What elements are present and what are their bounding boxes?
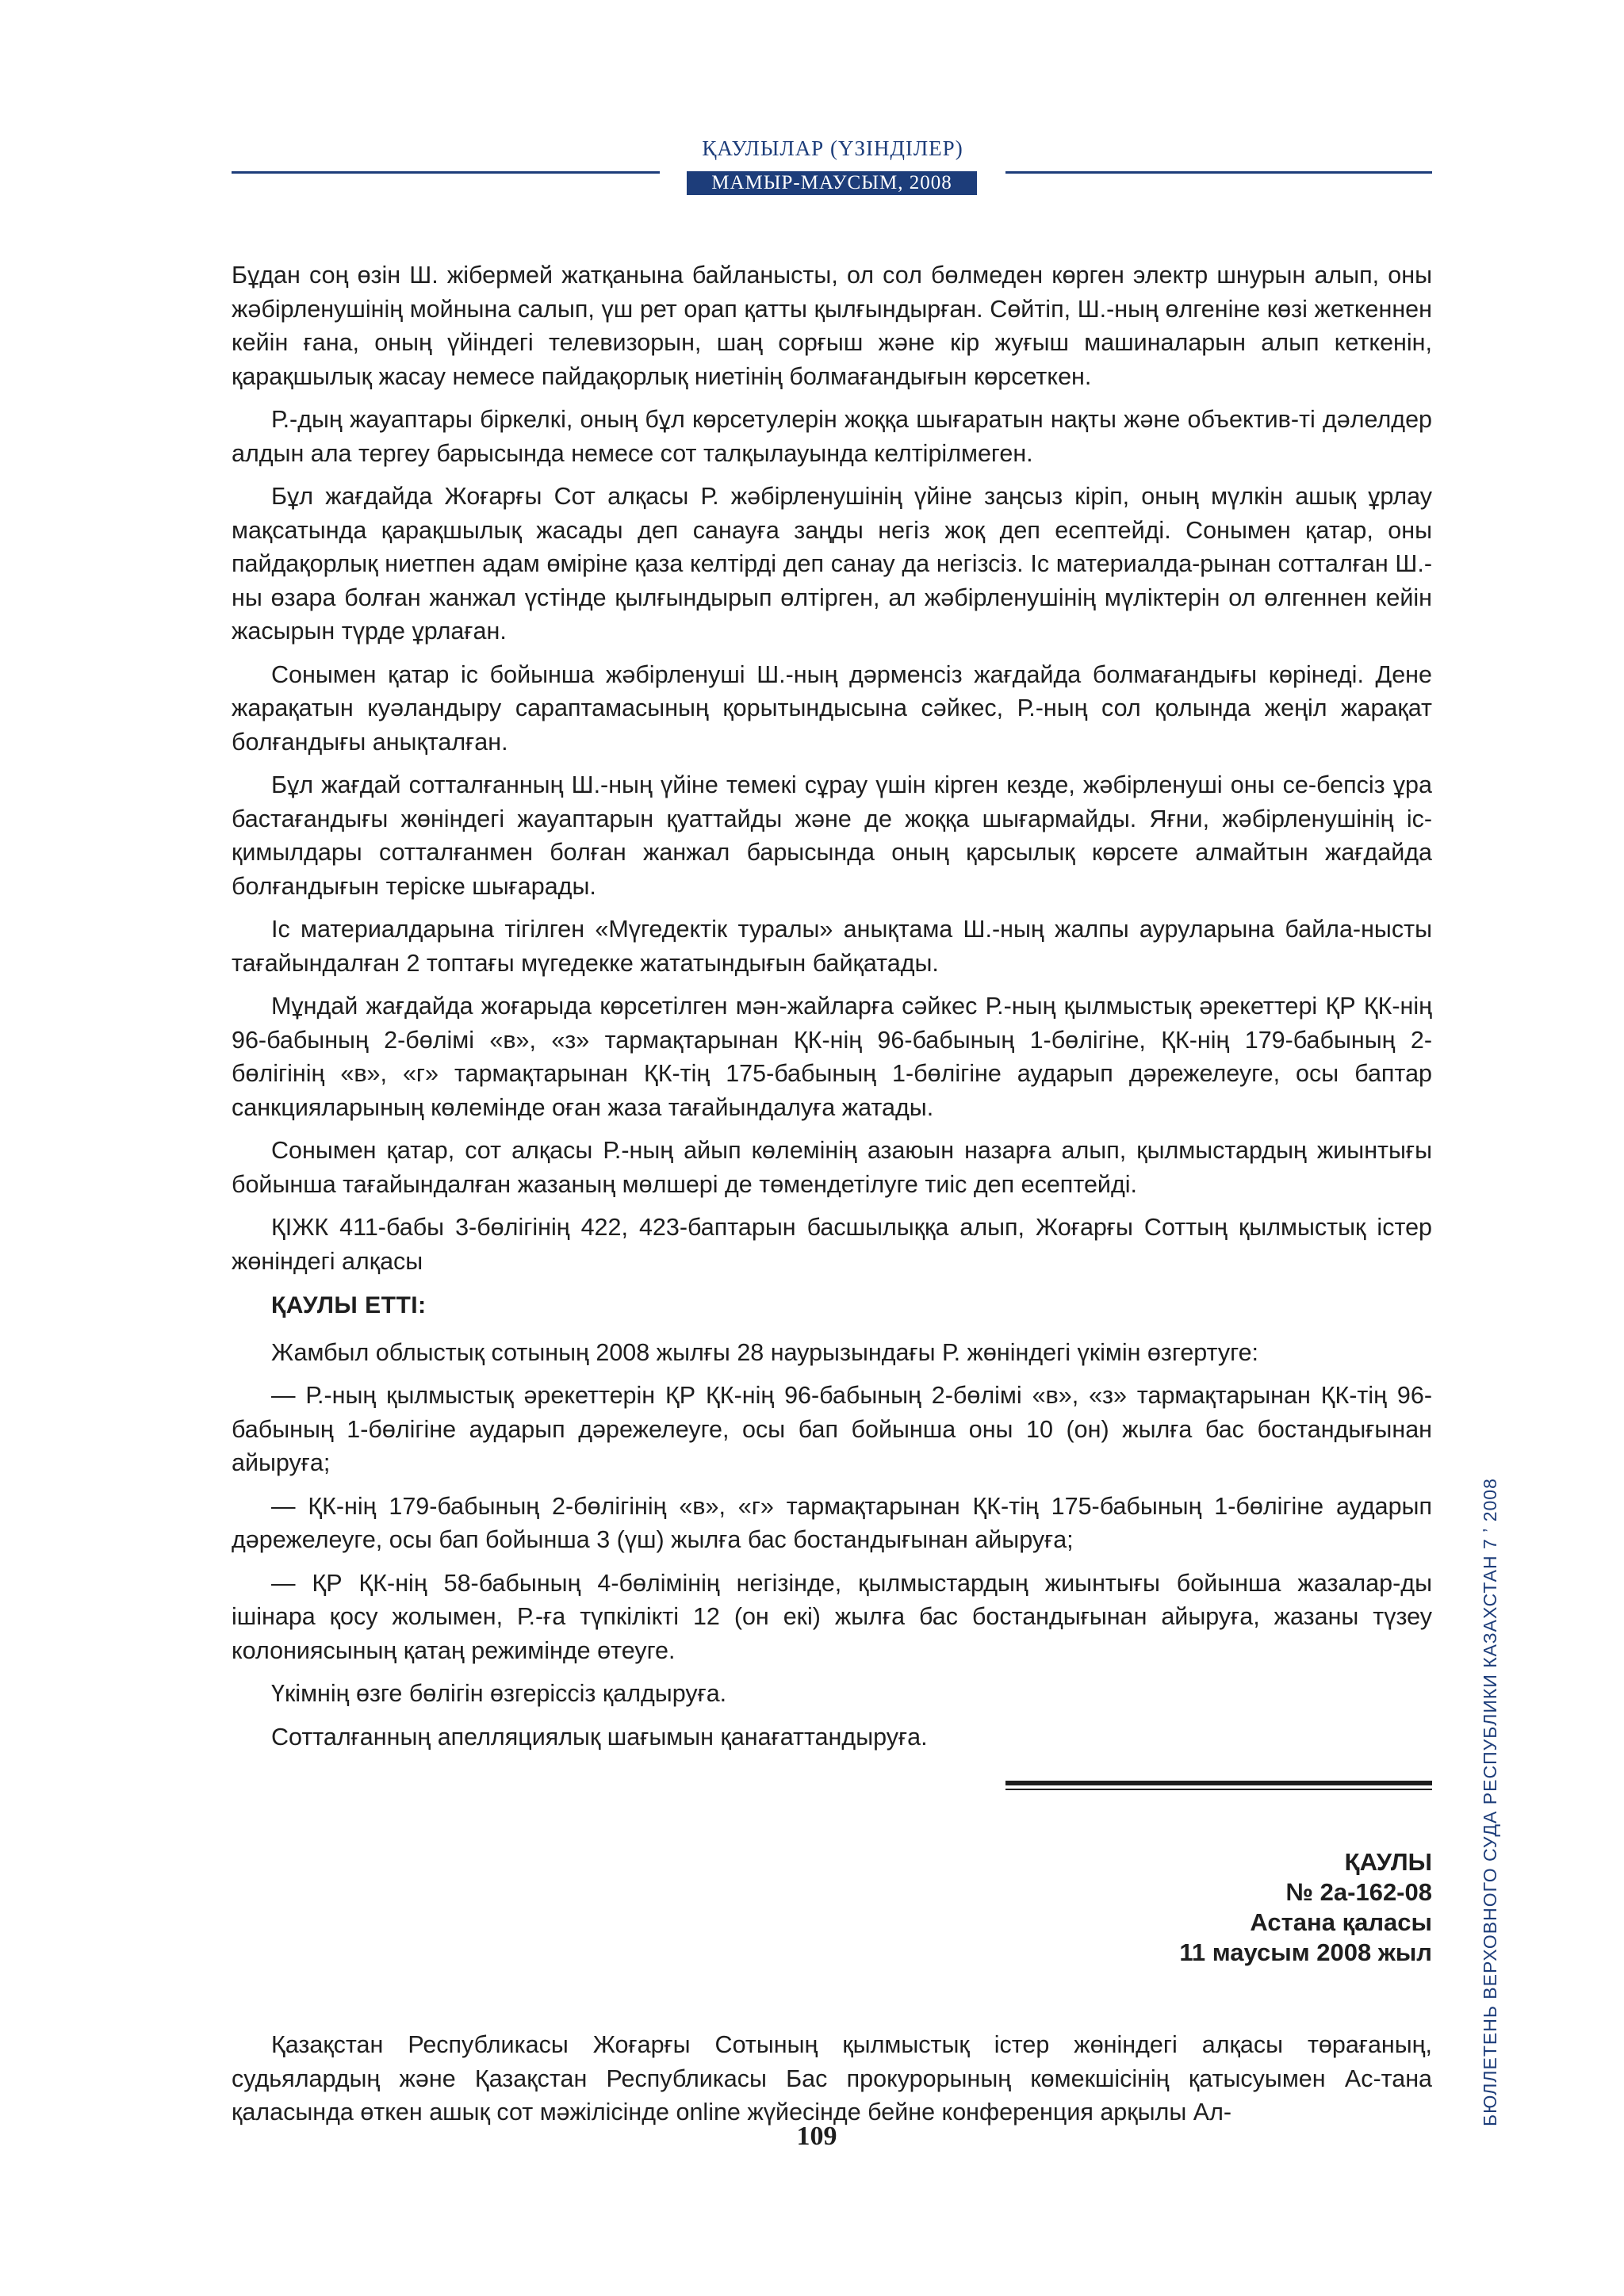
issue-label: МАМЫР-МАУСЫМ, 2008 [687,171,977,195]
section-title: ҚАУЛЫЛАР (ҮЗІНДІЛЕР) [702,136,963,160]
ruling-place: Астана қаласы [1250,1908,1432,1936]
paragraph-5: Бұл жағдай сотталғанның Ш.-ның үйіне темекі сұрау үшін кірген кезде, жәбірленуші оны се-бепсіз ұра бастағандығы жөніндегі жауаптарын қуаттайды және де жоққа шығармайды. Яғни, жәбірленушінің іс-қимылдары сотталғанмен болған жанжал барысында оның қарсылық көрсете алмайтын жағдайда болғандығын теріске шығарады. [232,771,1432,900]
journal-side-label: БЮЛЛЕТЕНЬ ВЕРХОВНОГО СУДА РЕСПУБЛИКИ КАЗАХСТАН 7 ʼ 2008 [1480,1478,1500,2126]
closing-paragraph: Қазақстан Республикасы Жоғарғы Сотының қылмыстық істер жөніндегі алқасы төрағаның, судьялардың және Қазақстан Республикасы Бас прокурорының көмекшісінің қатысуымен Ас-тана қаласында өткен ашық сот мәжілісінде online жүйесінде бейне конференция арқылы Ал- [232,2031,1432,2126]
paragraph-9: ҚІЖК 411-бабы 3-бөлігінің 422, 423-баптарын басшылыққа алып, Жоғарғы Соттың қылмыстық істер жөніндегі алқасы [232,1214,1432,1275]
divider-thin-line [1005,1789,1432,1790]
ruling-title: ҚАУЛЫ [1344,1848,1432,1876]
paragraph-7: Мұндай жағдайда жоғарыда көрсетілген мән-жайларға сәйкес Р.-ның қылмыстық әрекеттері ҚР ҚК-нің 96-бабының 2-бөлімі «в», «з» тармақтарынан ҚК-нің 96-бабының 1-бөлігіне, ҚК-нің 179-бабының 2-бөлігінің «в», «г» тармақтарынан ҚК-тің 175-бабының 1-бөлігіне аударып дәрежелеуге, осы баптар санкцияларының көлемінде оған жаза тағайындалуға жатады. [232,993,1432,1121]
paragraph-3: Бұл жағдайда Жоғарғы Сот алқасы Р. жәбірленушінің үйіне заңсыз кіріп, оның мүлкін ашық ұрлау мақсатында қарақшылық жасады деп санауға заңды негіз жоқ деп есептейді. Сонымен қатар, оны пайдақорлық ниетпен адам өміріне қаза келтірді деп санау да негізсіз. Іс материалда-рынан сотталған Ш.-ны өзара болған жанжал үстінде қылғындырып өлтірген, ал жәбірленушінің мүліктерін ол өлгеннен кейін жасырын түрде ұрлаған. [232,483,1432,645]
paragraph-13: — ҚР ҚК-нің 58-бабының 4-бөлімінің негізінде, қылмыстардың жиынтығы бойынша жазалар-ды ішінара қосу жолымен, Р.-ға түпкілікті 12 (он екі) жылға бас бостандығынан айыруға, жазаны түзеу колониясының қатаң режимінде өтеуге. [232,1569,1432,1664]
paragraph-2: Р.-дың жауаптары біркелкі, оның бұл көрсетулерін жоққа шығаратын нақты және объектив-ті дәлелдер алдын ала тергеу барысында немесе сот талқылауында келтірілмеген. [232,406,1432,467]
divider-thick-line [1005,1781,1432,1785]
ruling-title-block [232,1847,1432,1968]
document-body [232,258,1432,2139]
page-header [232,136,1432,200]
paragraph-4: Сонымен қатар іс бойынша жәбірленуші Ш.-ның дәрменсіз жағдайда болмағандығы көрінеді. Дене жарақатын куәландыру сараптамасының қорытындысына сәйкес, Р.-ның сол қолында жеңіл жарақат болғандығы анықталған. [232,660,1432,756]
header-rule-left [232,171,660,174]
resolution-heading: ҚАУЛЫ ЕТТІ: [271,1292,427,1318]
paragraph-6: Іс материалдарына тігілген «Мүгедектік туралы» анықтама Ш.-ның жалпы ауруларына байла-нысты тағайындалған 2 топтағы мүгедекке жататындығын байқатады. [232,916,1432,977]
paragraph-14: Үкімнің өзге бөлігін өзгеріссіз қалдыруға. [271,1680,727,1707]
header-rule-right [1005,171,1432,174]
paragraph-15: Сотталғанның апелляциялық шағымын қанағаттандыруға. [271,1723,928,1751]
ruling-date: 11 маусым 2008 жыл [1179,1938,1432,1966]
paragraph-8: Сонымен қатар, сот алқасы Р.-ның айып көлемінің азаюын назарға алып, қылмыстардың жиынтығы бойынша тағайындалған жазаның мөлшері де төмендетілуге тиіс деп есептейді. [232,1137,1432,1198]
paragraph-11: — Р.-ның қылмыстық әрекеттерін ҚР ҚК-нің 96-бабының 2-бөлімі «в», «з» тармақтарынан ҚК-тің 96-бабының 1-бөлігіне аударып дәрежелеуге, осы бап бойынша оны 10 (он) жылға бас бостандығынан айыруға; [232,1382,1432,1476]
paragraph-10: Жамбыл облыстық сотының 2008 жылғы 28 наурызындағы Р. жөніндегі үкімін өзгертуге: [271,1338,1259,1366]
paragraph-12: — ҚК-нің 179-бабының 2-бөлігінің «в», «г» тармақтарынан ҚК-тің 175-бабының 1-бөлігіне аударып дәрежелеуге, осы бап бойынша 3 (үш) жылға бас бостандығынан айыруға; [232,1492,1432,1553]
ruling-number: № 2а-162-08 [1285,1878,1432,1906]
page-number: 109 [796,2122,837,2151]
paragraph-1: Бұдан соң өзін Ш. жібермей жатқанына байланысты, ол сол бөлмеден көрген электр шнурын алып, оны жәбірленушінің мойнына салып, үш рет орап қатты қылғындырған. Сөйтіп, Ш.-ның өлгеніне көзі жеткеннен кейін ғана, оның үйіндегі телевизорын, шаң сорғыш және кір жуғыш машиналарын алып кеткенін, қарақшылық жасау немесе пайдақорлық ниетінің болмағандығын көрсеткен. [232,262,1432,390]
section-divider [1005,1781,1432,1790]
